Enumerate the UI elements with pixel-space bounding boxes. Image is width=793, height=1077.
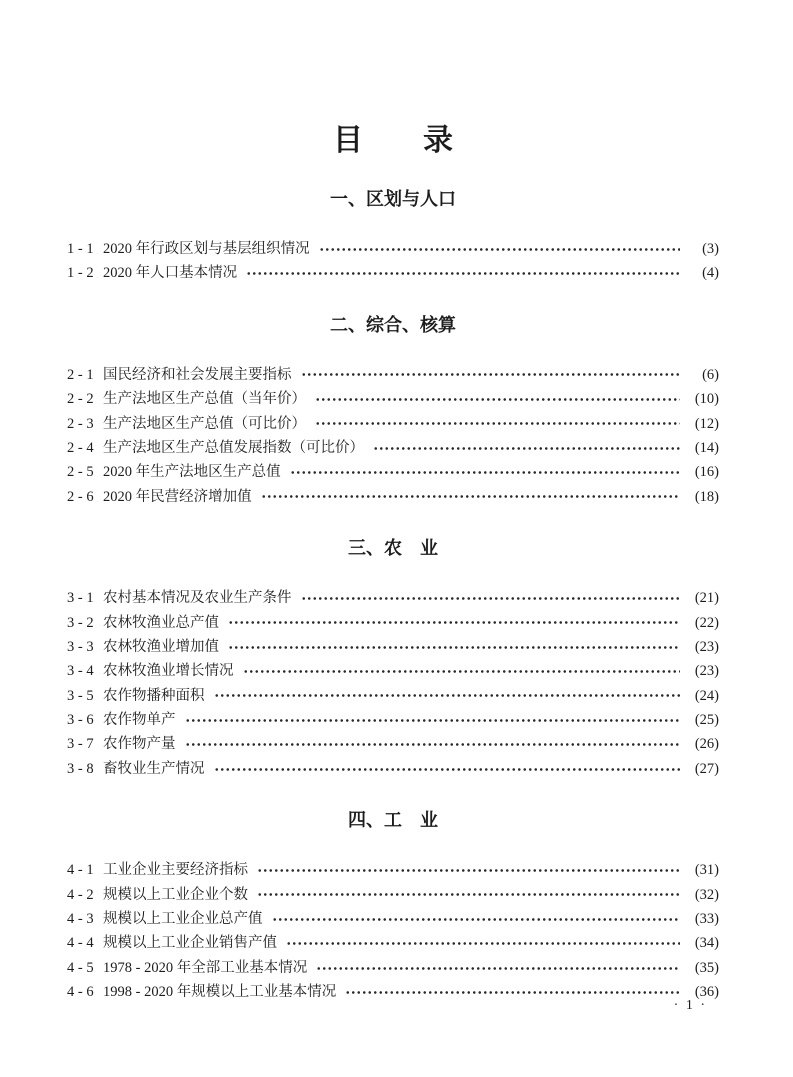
toc-entry	[67, 956, 719, 980]
entry-page-number: (14)	[694, 439, 719, 456]
entry-page-number: (31)	[694, 862, 719, 879]
entry-page-number: (21)	[694, 590, 719, 607]
entry-title: 2020 年生产法地区生产总值	[103, 464, 281, 481]
toc-entry	[67, 412, 719, 436]
section-entries	[67, 858, 719, 1004]
toc-section	[67, 535, 719, 781]
dot-leader	[301, 595, 681, 602]
toc-section	[67, 186, 719, 286]
dot-leader	[301, 371, 681, 378]
entry-page-number: (32)	[694, 886, 719, 903]
toc-entry	[67, 883, 719, 907]
entry-title: 农作物单产	[103, 712, 176, 729]
entry-title: 农林牧渔业增加值	[103, 638, 219, 655]
dot-leader	[257, 867, 680, 874]
toc-entry	[67, 635, 719, 659]
dot-leader	[315, 396, 680, 403]
entry-title: 国民经济和社会发展主要指标	[103, 366, 292, 383]
entry-page-number: (16)	[694, 464, 719, 481]
entry-title: 畜牧业生产情况	[103, 760, 205, 777]
toc-entry	[67, 708, 719, 732]
entry-number: 4 - 5	[67, 959, 94, 976]
entry-page-number: (4)	[702, 265, 719, 282]
entry-page-number: (24)	[694, 687, 719, 704]
entry-title: 生产法地区生产总值（可比价）	[103, 415, 306, 432]
section-heading: 二、综合、核算	[330, 314, 456, 335]
entry-number: 3 - 3	[67, 638, 94, 655]
entry-page-number: (23)	[694, 663, 719, 680]
toc-entry	[67, 611, 719, 635]
entry-number: 4 - 4	[67, 935, 94, 952]
toc-entry	[67, 732, 719, 756]
entry-number: 3 - 7	[67, 736, 94, 753]
dot-leader	[345, 989, 680, 996]
toc-entry	[67, 757, 719, 781]
entry-page-number: (33)	[694, 911, 719, 928]
toc-entry	[67, 237, 719, 261]
entry-page-number: (6)	[702, 366, 719, 383]
entry-title: 2020 年民营经济增加值	[103, 488, 252, 505]
entry-number: 3 - 2	[67, 614, 94, 631]
entry-page-number: (12)	[694, 415, 719, 432]
dot-leader	[243, 668, 681, 675]
entry-number: 4 - 1	[67, 862, 94, 879]
entry-page-number: (34)	[694, 935, 719, 952]
toc-entry	[67, 931, 719, 955]
entry-page-number: (10)	[694, 391, 719, 408]
entry-number: 1 - 2	[67, 265, 94, 282]
entry-number: 2 - 5	[67, 464, 94, 481]
entry-number: 3 - 5	[67, 687, 94, 704]
entry-number: 4 - 3	[67, 911, 94, 928]
entry-number: 4 - 2	[67, 886, 94, 903]
entry-number: 2 - 2	[67, 391, 94, 408]
toc-section	[67, 312, 719, 509]
dot-leader	[319, 246, 680, 253]
toc-section	[67, 807, 719, 1004]
toc-entry	[67, 261, 719, 285]
section-entries	[67, 237, 719, 286]
entry-title: 农作物播种面积	[103, 687, 205, 704]
toc-entry	[67, 659, 719, 683]
dot-leader	[228, 644, 680, 651]
entry-page-number: (36)	[694, 984, 719, 1001]
entry-number: 3 - 1	[67, 590, 94, 607]
dot-leader	[373, 445, 680, 452]
entry-page-number: (23)	[694, 638, 719, 655]
dot-leader	[185, 741, 681, 748]
entry-page-number: (3)	[702, 241, 719, 257]
dot-leader	[185, 717, 681, 724]
page-number: · 1 ·	[673, 998, 707, 1013]
toc-entry	[67, 436, 719, 460]
entry-title: 生产法地区生产总值（当年价）	[103, 391, 306, 408]
entry-title: 生产法地区生产总值发展指数（可比价）	[103, 439, 364, 456]
toc-entry	[67, 907, 719, 931]
dot-leader	[214, 692, 681, 699]
entry-page-number: (25)	[694, 712, 719, 729]
dot-leader	[214, 766, 681, 773]
dot-leader	[290, 469, 680, 476]
entry-title: 农村基本情况及农业生产条件	[103, 590, 292, 607]
entry-page-number: (18)	[694, 488, 719, 505]
toc-entry	[67, 858, 719, 882]
section-heading: 一、区划与人口	[330, 189, 456, 209]
entry-page-number: (35)	[694, 959, 719, 976]
entry-title: 2020 年人口基本情况	[103, 265, 238, 282]
toc-sections	[67, 186, 719, 1005]
entry-title: 工业企业主要经济指标	[103, 862, 248, 879]
entry-title: 1998 - 2020 年规模以上工业基本情况	[103, 984, 337, 1001]
entry-page-number: (22)	[694, 614, 719, 631]
section-entries	[67, 586, 719, 781]
entry-number: 2 - 3	[67, 415, 94, 432]
entry-number: 1 - 1	[67, 241, 94, 257]
entry-number: 4 - 6	[67, 984, 94, 1001]
entry-title: 2020 年行政区划与基层组织情况	[103, 241, 310, 257]
entry-page-number: (27)	[694, 760, 719, 777]
dot-leader	[316, 965, 680, 972]
page-title: 目 录	[333, 124, 453, 157]
entry-title: 农林牧渔业总产值	[103, 614, 219, 631]
dot-leader	[228, 619, 680, 626]
entry-number: 3 - 6	[67, 712, 94, 729]
toc-entry	[67, 363, 719, 387]
dot-leader	[272, 916, 681, 923]
entry-number: 3 - 8	[67, 760, 94, 777]
dot-leader	[261, 493, 680, 500]
toc-entry	[67, 460, 719, 484]
entry-title: 农林牧渔业增长情况	[103, 663, 234, 680]
entry-number: 3 - 4	[67, 663, 94, 680]
entry-title: 农作物产量	[103, 736, 176, 753]
dot-leader	[315, 420, 680, 427]
entry-number: 2 - 4	[67, 439, 94, 456]
toc-entry	[67, 387, 719, 411]
toc-entry	[67, 485, 719, 509]
toc-entry	[67, 684, 719, 708]
entry-title: 规模以上工业企业个数	[103, 886, 248, 903]
dot-leader	[246, 270, 680, 277]
entry-page-number: (26)	[694, 736, 719, 753]
entry-title: 规模以上工业企业总产值	[103, 911, 263, 928]
entry-title: 规模以上工业企业销售产值	[103, 935, 277, 952]
entry-title: 1978 - 2020 年全部工业基本情况	[103, 959, 308, 976]
toc-entry	[67, 980, 719, 1004]
entry-number: 2 - 1	[67, 366, 94, 383]
dot-leader	[257, 891, 680, 898]
section-heading: 三、农 业	[348, 538, 438, 559]
entry-number: 2 - 6	[67, 488, 94, 505]
toc-entry	[67, 586, 719, 610]
section-entries	[67, 363, 719, 509]
section-heading: 四、工 业	[348, 810, 438, 831]
dot-leader	[286, 940, 680, 947]
